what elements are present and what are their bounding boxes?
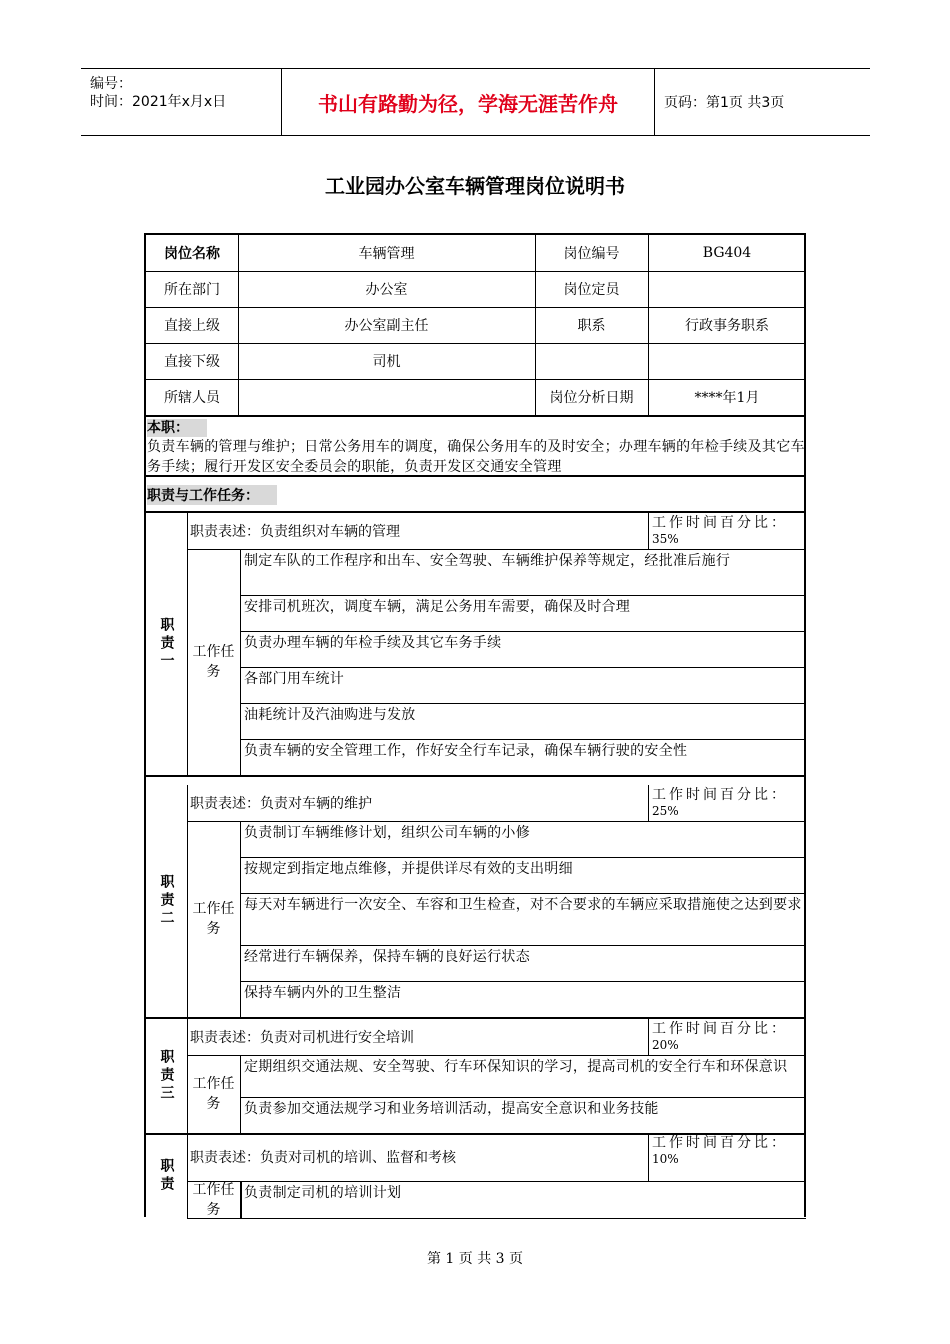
role-label: 本职：: [147, 419, 207, 437]
info-value-superior: 办公室副主任: [344, 318, 429, 334]
info-value-dept: 办公室: [365, 282, 408, 298]
info-label-headcount: 岗位定员: [563, 282, 620, 298]
task-item: 每天对车辆进行一次安全、车容和卫生检查，对不合要求的车辆应采取措施使之达到要求: [244, 897, 802, 913]
task-item: 制定车队的工作程序和出车、安全驾驶、车辆维护保养等规定，经批准后施行: [244, 553, 731, 569]
info-label-post-name: 岗位名称: [164, 246, 220, 262]
info-label-superior: 直接上级: [164, 318, 220, 334]
duty-name-text: 职责二: [158, 874, 175, 928]
info-empty-2: [648, 343, 806, 379]
job-description-table: [144, 233, 806, 1217]
info-label-subordinate: 直接下级: [164, 354, 220, 370]
number-label: 编号：: [90, 76, 132, 92]
task-item: 经常进行车辆保养，保持车辆的良好运行状态: [244, 949, 530, 965]
duty-statement: 职责表述：负责对车辆的维护: [190, 796, 372, 812]
info-value-analysis-date: ****年1月: [694, 390, 760, 406]
duty-time-percent: [648, 785, 806, 821]
page-info: 页码：第1页 共3页: [664, 95, 785, 111]
page-header: [81, 68, 870, 136]
info-value-staff: [238, 379, 535, 415]
pct-value: 35%: [652, 532, 679, 546]
task-item: 负责参加交通法规学习和业务培训活动，提高安全意识和业务技能: [244, 1101, 659, 1117]
document-title: 工业园办公室车辆管理岗位说明书: [325, 174, 625, 198]
info-label-post-code: 岗位编号: [563, 246, 620, 262]
duty-name-text: 职责: [158, 1157, 175, 1194]
info-value-post-name: 车辆管理: [358, 246, 415, 262]
pct-label: 工作时间百分比：: [652, 515, 788, 531]
duty-time-percent: [648, 1019, 806, 1055]
pct-label: 工作时间百分比：: [652, 787, 788, 803]
info-label-dept: 所在部门: [164, 282, 220, 298]
info-value-subordinate: 司机: [372, 354, 401, 370]
info-label-series: 职系: [577, 318, 606, 334]
task-label: 工作任务: [192, 1181, 235, 1218]
pct-label: 工作时间百分比：: [652, 1021, 788, 1037]
role-text: 负责车辆的管理与维护；日常公务用车的调度，确保公务用车的及时安全；办理车辆的年检手续及其它车务手续；履行开发区安全委员会的职能，负责开发区交通安全管理: [147, 439, 805, 475]
info-value-headcount: [648, 271, 806, 307]
pct-label: 工作时间百分比：: [652, 1135, 788, 1151]
info-label-analysis-date: 岗位分析日期: [549, 390, 634, 406]
info-value-series: 行政事务职系: [685, 318, 769, 334]
role-section: [147, 419, 805, 477]
duty-name: [146, 513, 187, 775]
header-meta: [81, 69, 281, 135]
duty-statement: 职责表述：负责对司机的培训、监督和考核: [190, 1150, 456, 1166]
info-label-staff: 所辖人员: [164, 390, 220, 406]
duty-time-percent: [648, 513, 806, 549]
duty-name: [146, 1133, 187, 1218]
pct-value: 10%: [652, 1152, 679, 1166]
duty-name: [146, 1019, 187, 1133]
task-item: 负责制订车辆维修计划，组织公司车辆的小修: [244, 825, 530, 841]
task-item: 定期组织交通法规、安全驾驶、行车环保知识的学习，提高司机的安全行车和环保意识: [244, 1059, 788, 1075]
duty-time-percent: [648, 1133, 806, 1181]
task-item: 负责车辆的安全管理工作，作好安全行车记录，确保车辆行驶的安全性: [244, 743, 688, 759]
duty-statement: 职责表述：负责对司机进行安全培训: [190, 1030, 414, 1046]
task-label: 工作任务: [192, 1076, 235, 1112]
task-item: 按规定到指定地点维修，并提供详尽有效的支出明细: [244, 861, 573, 877]
info-empty-1: [535, 343, 648, 379]
header-slogan: 书山有路勤为径，学海无涯苦作舟: [281, 69, 655, 135]
task-item: 各部门用车统计: [244, 671, 345, 687]
time-label: 时间：2021年x月x日: [90, 94, 227, 110]
task-label: 工作任务: [192, 644, 235, 680]
task-item: 保持车辆内外的卫生整洁: [244, 985, 402, 1001]
page-footer: 第 1 页 共 3 页: [426, 1251, 524, 1267]
duty-statement: 职责表述：负责组织对车辆的管理: [190, 524, 400, 540]
duty-name: [146, 785, 187, 1017]
duties-header: 职责与工作任务：: [147, 485, 805, 505]
task-item: 负责制定司机的培训计划: [244, 1185, 402, 1201]
task-item: 油耗统计及汽油购进与发放: [244, 707, 416, 723]
task-item: 负责办理车辆的年检手续及其它车务手续: [244, 635, 502, 651]
pct-value: 25%: [652, 804, 679, 818]
info-value-post-code: BG404: [702, 245, 752, 261]
task-item: 安排司机班次，调度车辆，满足公务用车需要，确保及时合理: [244, 599, 631, 615]
duty-name-text: 职责一: [158, 617, 175, 671]
task-label: 工作任务: [192, 901, 235, 937]
pct-value: 20%: [652, 1038, 679, 1052]
duty-name-text: 职责三: [158, 1049, 175, 1103]
